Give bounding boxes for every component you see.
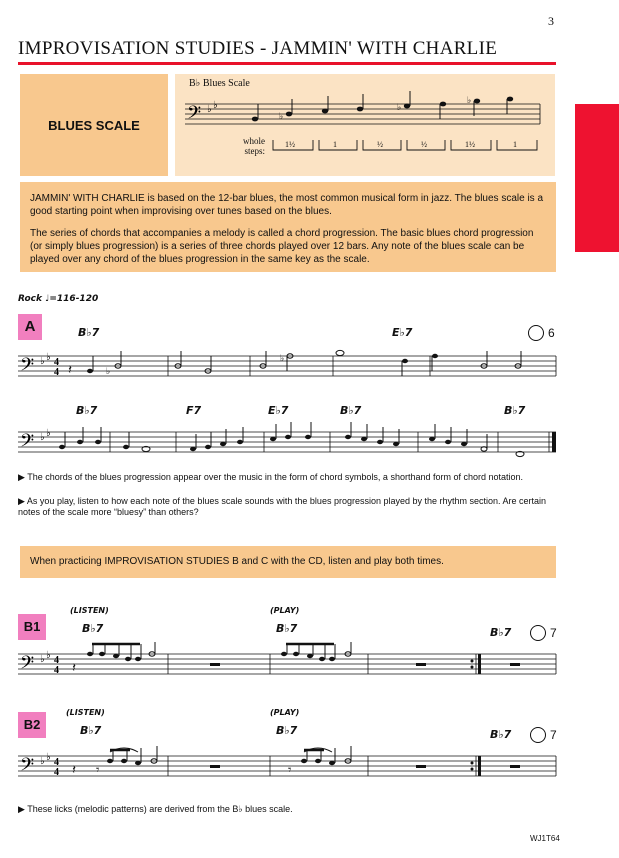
title-rule (18, 62, 556, 65)
cd-track-7 (530, 624, 557, 642)
info-box (20, 182, 556, 272)
svg-text:♭: ♭ (280, 354, 285, 364)
svg-text:♭: ♭ (106, 367, 111, 377)
practice-note-box (20, 546, 556, 578)
svg-text:𝄢: 𝄢 (187, 103, 202, 128)
cd-icon (530, 727, 546, 743)
page-number: 3 (548, 14, 554, 28)
page-title: IMPROVISATION STUDIES - JAMMIN' WITH CHARLIE (18, 38, 498, 59)
svg-text:♭: ♭ (467, 96, 472, 106)
whole-steps-label: whole steps: (243, 136, 265, 156)
svg-text:♭: ♭ (40, 432, 45, 443)
chord-symbol: B♭7 (276, 724, 298, 737)
svg-text:♭: ♭ (46, 650, 51, 661)
svg-text:♭: ♭ (40, 356, 45, 367)
step-5: 1½ (465, 140, 475, 149)
staff-a-line1 (18, 344, 558, 384)
tempo-marking: Rock ♩=116-120 (18, 294, 99, 304)
practice-note: When practicing IMPROVISATION STUDIES B and C with the CD, listen and play both times. (30, 556, 444, 567)
svg-text:𝄽: 𝄽 (72, 763, 76, 778)
chord-symbol: B♭7 (82, 622, 104, 635)
step-3: ½ (377, 140, 383, 149)
staff-a-line2 (18, 422, 558, 462)
svg-text:𝄽: 𝄽 (68, 363, 72, 378)
track-number: 7 (550, 626, 557, 640)
svg-text:4: 4 (54, 665, 59, 676)
svg-text:♭: ♭ (46, 752, 51, 763)
svg-text:4: 4 (54, 767, 59, 778)
chord-symbol: B♭7 (340, 404, 362, 417)
cd-track-6 (528, 324, 555, 342)
scale-staff (185, 88, 545, 134)
page-tab (575, 104, 619, 252)
play-cue: (PLAY) (270, 708, 300, 717)
play-cue: (PLAY) (270, 606, 300, 615)
cd-icon (530, 625, 546, 641)
chord-symbol: B♭7 (76, 404, 98, 417)
chord-symbol: B♭7 (490, 626, 512, 639)
blues-scale-heading: BLUES SCALE (48, 118, 140, 133)
chord-symbol: F7 (186, 404, 202, 417)
step-6: 1 (513, 140, 517, 149)
svg-text:4: 4 (54, 655, 59, 666)
bracket-lines (271, 138, 551, 154)
svg-text:♭: ♭ (213, 100, 218, 111)
svg-text:𝄢: 𝄢 (20, 653, 35, 678)
step-4: ½ (421, 140, 427, 149)
staff-b2 (18, 746, 558, 786)
svg-text:4: 4 (54, 367, 59, 378)
svg-text:♭: ♭ (46, 352, 51, 363)
svg-text:𝄢: 𝄢 (20, 755, 35, 780)
blues-scale-label-box (20, 74, 168, 176)
footer-code: WJ1T64 (530, 834, 560, 843)
chord-symbol: B♭7 (78, 326, 100, 339)
svg-text:♭: ♭ (40, 756, 45, 767)
chord-symbol: E♭7 (392, 326, 413, 339)
rehearsal-mark-b1: B1 (18, 614, 46, 640)
rehearsal-mark-a: A (18, 314, 42, 340)
svg-text:4: 4 (54, 357, 59, 368)
listen-cue: (LISTEN) (66, 708, 105, 717)
rehearsal-mark-b2: B2 (18, 712, 46, 738)
chord-symbol: B♭7 (276, 622, 298, 635)
svg-text:𝄢: 𝄢 (20, 355, 35, 380)
step-1: 1½ (285, 140, 295, 149)
svg-text:♭: ♭ (207, 104, 212, 115)
scale-title: B♭ Blues Scale (189, 78, 250, 89)
cd-icon (528, 325, 544, 341)
svg-text:𝄾: 𝄾 (288, 763, 292, 778)
info-paragraph-1: JAMMIN' WITH CHARLIE is based on the 12-bar blues, the most common musical form in jazz. The blues scale is a good starting point when improvising over tunes based on the blues. (30, 193, 544, 217)
chord-symbol: B♭7 (80, 724, 102, 737)
licks-note: ▶ These licks (melodic patterns) are derived from the B♭ blues scale. (18, 804, 293, 814)
svg-text:♭: ♭ (279, 112, 284, 122)
track-number: 6 (548, 326, 555, 340)
svg-text:♭: ♭ (40, 654, 45, 665)
listen-cue: (LISTEN) (70, 606, 109, 615)
chord-symbol: B♭7 (504, 404, 526, 417)
svg-text:𝄽: 𝄽 (72, 661, 76, 676)
info-paragraph-2: The series of chords that accompanies a melody is called a chord progression. The basic blues chord progression (or simply blues progression) is a series of three chords played over 12 bars. Any note of the blues scale can be played over any chord of the blues progression in the same key as the scale. (30, 228, 534, 265)
svg-text:𝄢: 𝄢 (20, 431, 35, 456)
svg-text:4: 4 (54, 757, 59, 768)
step-2: 1 (333, 140, 337, 149)
chord-symbol: B♭7 (490, 728, 512, 741)
track-number: 7 (550, 728, 557, 742)
staff-b1 (18, 642, 558, 682)
blues-scale-panel (175, 74, 555, 176)
svg-text:𝄾: 𝄾 (96, 763, 100, 778)
svg-text:♭: ♭ (46, 428, 51, 439)
bullet-listen: ▶ As you play, listen to how each note of the blues scale sounds with the blues progression played by the rhythm section. Are certain notes of the scale more “bluesy” than others? (18, 496, 547, 517)
bullet-chord-symbols: ▶ The chords of the blues progression appear over the music in the form of chord symbols, a shorthand form of chord notation. (18, 472, 524, 482)
svg-text:♭: ♭ (397, 103, 402, 113)
step-brackets (271, 138, 551, 154)
cd-track-7 (530, 726, 557, 744)
chord-symbol: E♭7 (268, 404, 289, 417)
